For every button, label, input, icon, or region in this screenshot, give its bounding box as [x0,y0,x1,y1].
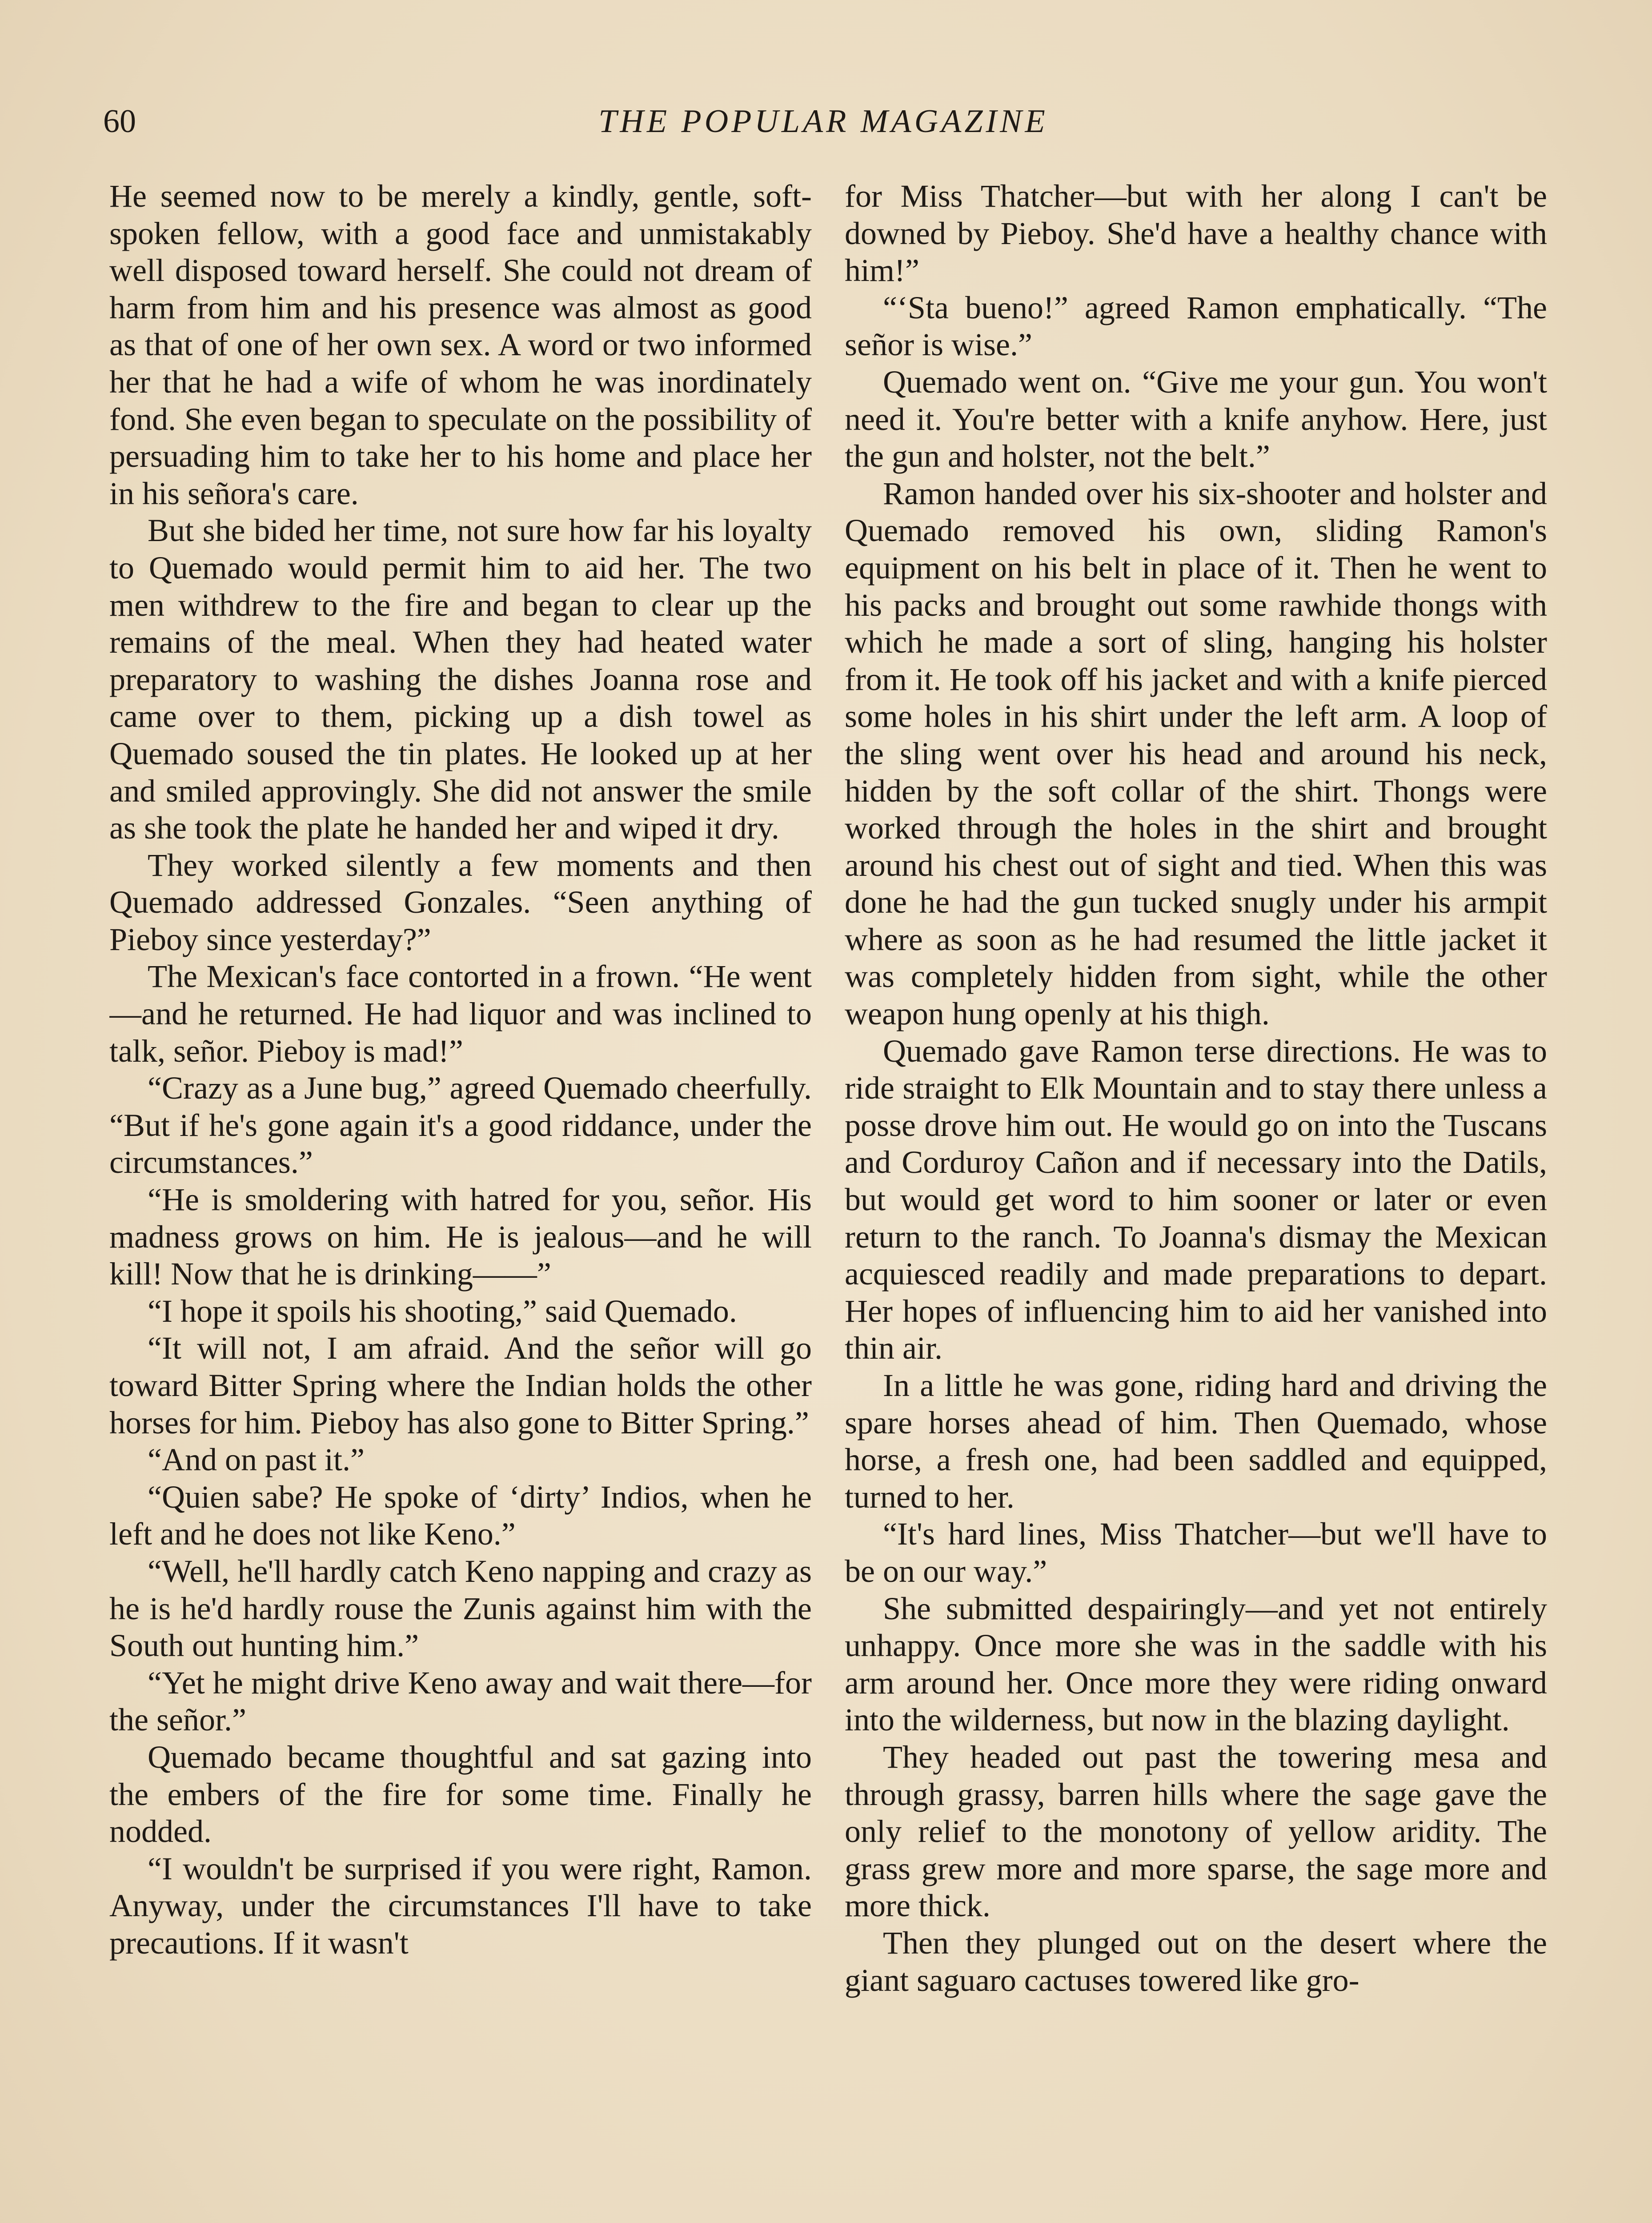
paragraph: They headed out past the towering mesa and through grassy, barren hills where the sage gave the only relief to the monotony of yellow aridity. The grass grew more and more sparse, the sage more and more thick. [845,1739,1547,1924]
left-column [109,178,812,2223]
paragraph: “He is smoldering with hatred for you, señor. His madness grows on him. He is jealous—and he will kill! Now that he is drinking——” [109,1182,812,1292]
paragraph: Ramon handed over his six-shooter and holster and Quemado removed his own, sliding Ramon's equipment on his belt in place of it. Then he went to his packs and brought out some rawhide thongs with which he made a sort of sling, hanging his holster from it. He took off his jacket and with a knife pierced some holes in his shirt under the left arm. A loop of the sling went over his head and around his neck, hidden by the soft collar of the shirt. Thongs were worked through the holes in the shirt and brought around his chest out of sight and tied. When this was done he had the gun tucked snugly under his armpit where as soon as he had resumed the little jacket it was completely hidden from sight, while the other weapon hung openly at his thigh. [845,475,1547,1032]
paragraph: They worked silently a few moments and then Quemado addressed Gonzales. “Seen anything of Pieboy since yesterday?” [109,847,812,957]
paragraph: In a little he was gone, riding hard and driving the spare horses ahead of him. Then Quemado, whose horse, a fresh one, had been saddled and equipped, turned to her. [845,1368,1547,1515]
paragraph: “And on past it.” [148,1442,365,1478]
paragraph: The Mexican's face contorted in a frown. “He went—and he returned. He had liquor and was inclined to talk, señor. Pieboy is mad!” [109,959,812,1069]
paragraph: “It's hard lines, Miss Thatcher—but we'll have to be on our way.” [845,1516,1547,1589]
paragraph: Quemado went on. “Give me your gun. You won't need it. You're better with a knife anyhow. Here, just the gun and holster, not the belt.” [845,364,1547,474]
page-number: 60 [103,103,136,140]
paragraph: “I hope it spoils his shooting,” said Quemado. [148,1293,737,1329]
page-header [103,97,1544,146]
paragraph: “‘Sta bueno!” agreed Ramon emphatically. “The señor is wise.” [845,289,1547,363]
paragraph: “Quien sabe? He spoke of ‘dirty’ Indios, when he left and he does not like Keno.” [109,1479,812,1552]
right-column [845,178,1547,2223]
paragraph: “Yet he might drive Keno away and wait there—for the señor.” [109,1665,812,1738]
paragraph: He seemed now to be merely a kindly, gentle, soft-spoken fellow, with a good face and unmistakably well disposed toward herself. She could not dream of harm from him and his presence was almost as good as that of one of her own sex. A word or two informed her that he had a wife of whom he was inordinately fond. She even began to speculate on the possibility of persuading him to take her to his home and place her in his señora's care. [109,178,812,511]
paragraph: “It will not, I am afraid. And the señor will go toward Bitter Spring where the Indian holds the other horses for him. Pieboy has also gone to Bitter Spring.” [109,1330,812,1441]
paragraph: Quemado gave Ramon terse directions. He was to ride straight to Elk Mountain and to stay there unless a posse drove him out. He would go on into the Tuscans and Corduroy Cañon and if necessary into the Datils, but would get word to him sooner or later or even return to the ranch. To Joanna's dismay the Mexican acquiesced readily and made preparations to depart. Her hopes of influencing him to aid her vanished into thin air. [845,1033,1547,1366]
paragraph: Quemado became thoughtful and sat gazing into the embers of the fire for some time. Finally he nodded. [109,1739,812,1850]
paragraph: Then they plunged out on the desert where the giant saguaro cactuses towered like gro- [845,1925,1547,1998]
paragraph: She submitted despairingly—and yet not entirely unhappy. Once more she was in the saddle with his arm around her. Once more they were riding onward into the wilderness, but now in the blazing daylight. [845,1590,1547,1738]
running-title: THE POPULAR MAGAZINE [598,103,1048,140]
paragraph: for Miss Thatcher—but with her along I can't be downed by Pieboy. She'd have a healthy chance with him!” [845,178,1547,289]
paragraph: “Crazy as a June bug,” agreed Quemado cheerfully. “But if he's gone again it's a good riddance, under the circumstances.” [109,1070,812,1180]
paragraph: “Well, he'll hardly catch Keno napping and crazy as he is he'd hardly rouse the Zunis against him with the South out hunting him.” [109,1553,812,1664]
paragraph: “I wouldn't be surprised if you were right, Ramon. Anyway, under the circumstances I'll have to take precautions. If it wasn't [109,1850,812,1961]
paragraph: But she bided her time, not sure how far his loyalty to Quemado would permit him to aid her. The two men withdrew to the fire and began to clear up the remains of the meal. When they had heated water preparatory to washing the dishes Joanna rose and came over to them, picking up a dish towel as Quemado soused the tin plates. He looked up at her and smiled approvingly. She did not answer the smile as she took the plate he handed her and wiped it dry. [109,513,812,846]
